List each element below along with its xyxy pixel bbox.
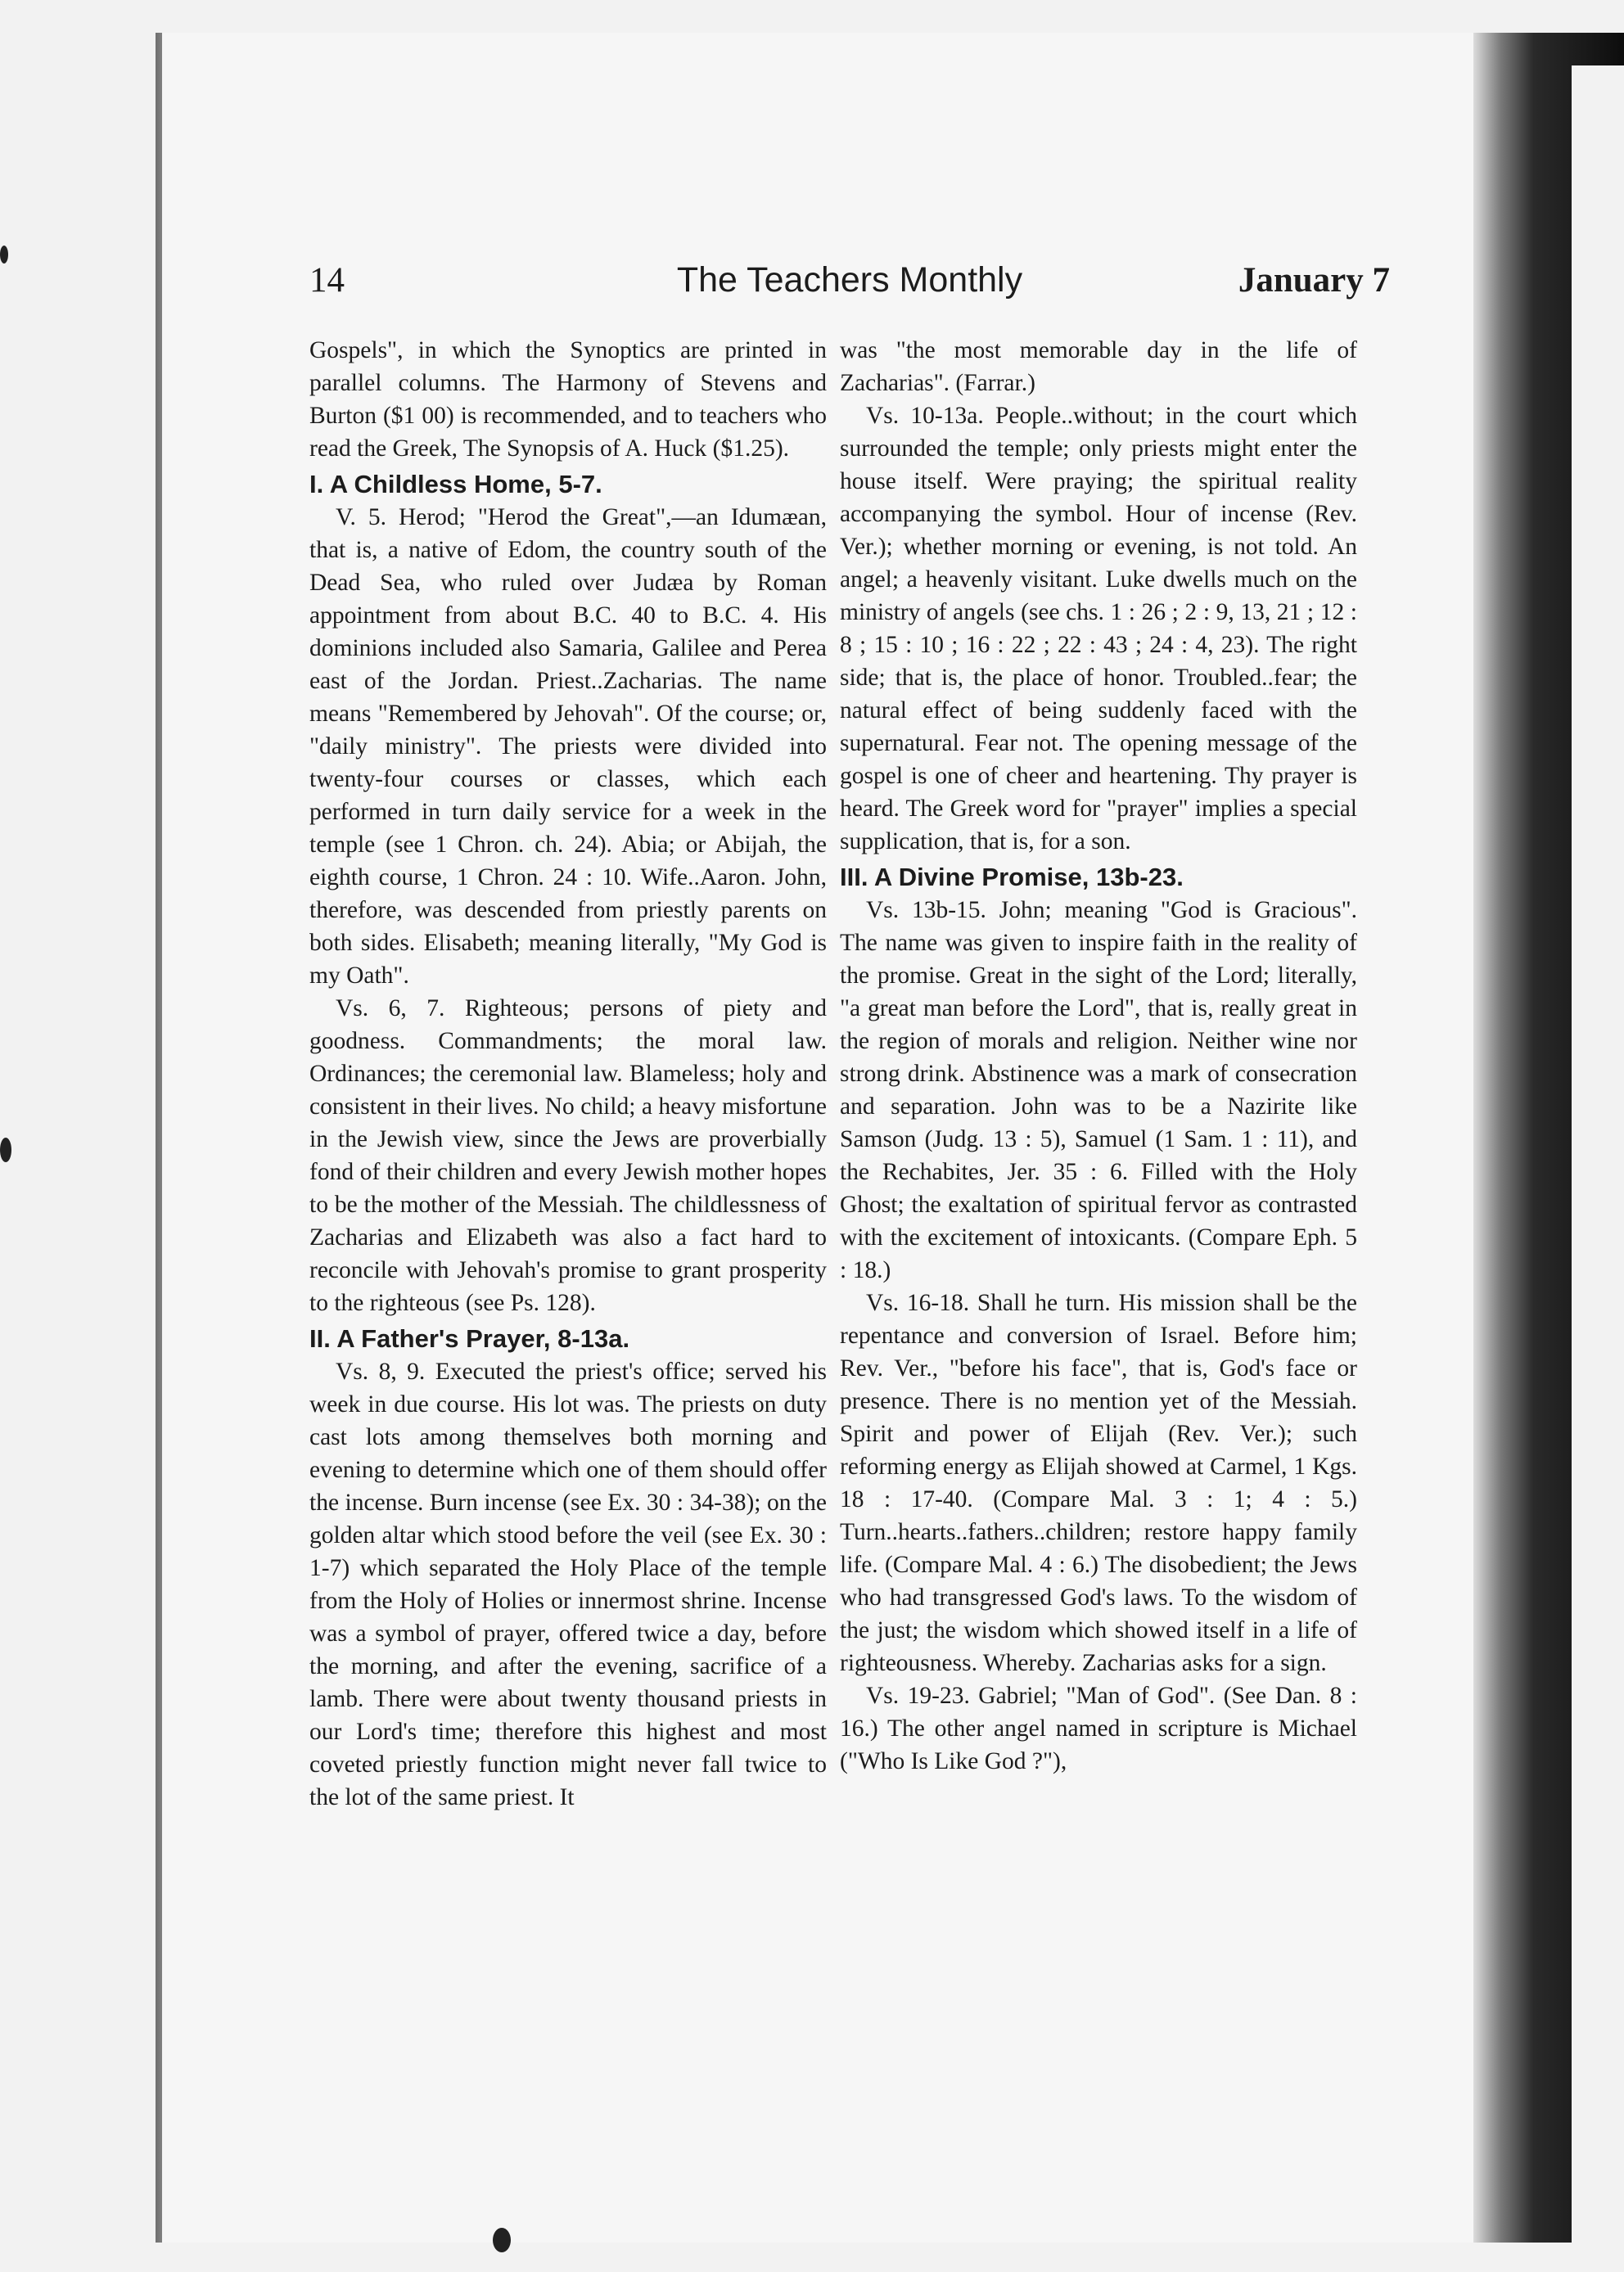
right-column [840, 334, 1357, 1778]
next-page-sliver [1572, 65, 1624, 2243]
page-header [309, 260, 1390, 309]
scan-speck [0, 246, 8, 264]
running-title: The Teachers Monthly [676, 260, 1023, 300]
paragraph: Gospels", in which the Synoptics are printed in parallel columns. The Harmony of Stevens and Burton ($1 00) is recommended, and to teachers who read the Greek, The Synopsis of A. Huck ($1.25). [309, 337, 827, 462]
section-heading: I. A Childless Home, 5-7. [309, 470, 602, 498]
paragraph: Vs. 13b-15. John; meaning "God is Gracious". The name was given to inspire faith in the reality of the promise. Great in the sight of the Lord; literally, "a great man before the Lord", that is, really great in the region of morals and religion. Neither wine nor strong drink. Abstinence was a mark of consecration and separation. John was to be a Nazirite like Samson (Judg. 13 : 5), Samuel (1 Sam. 1 : 11), and the Rechabites, Jer. 35 : 6. Filled with the Holy Ghost; the exaltation of spiritual fervor as contrasted with the excitement of intoxicants. (Compare Eph. 5 : 18.) [840, 897, 1357, 1283]
right-page-edge [1473, 33, 1624, 2243]
paragraph: Vs. 6, 7. Righteous; persons of piety and goodness. Commandments; the moral law. Ordinances; the ceremonial law. Blameless; holy and consistent in their lives. No child; a heavy misfortune in the Jewish view, since the Jews are proverbially fond of their children and every Jewish mother hopes to be the mother of the Messiah. The childlessness of Zacharias and Elizabeth was also a fact hard to reconcile with Jehovah's promise to grant prosperity to the righteous (see Ps. 128). [309, 995, 827, 1316]
section-heading: II. A Father's Prayer, 8-13a. [309, 1324, 630, 1353]
paragraph: was "the most memorable day in the life of Zacharias". (Farrar.) [840, 337, 1357, 396]
paragraph: Vs. 19-23. Gabriel; "Man of God". (See Dan. 8 : 16.) The other angel named in scripture is Michael ("Who Is Like God ?"), [840, 1683, 1357, 1774]
scan-speck [0, 1138, 11, 1162]
scan-speck [493, 2228, 511, 2252]
paragraph: V. 5. Herod; "Herod the Great",—an Idumæan, that is, a native of Edom, the country south of the Dead Sea, who ruled over Judæa by Roman appointment from about B.C. 40 to B.C. 4. His dominions included also Samaria, Galilee and Perea east of the Jordan. Priest..Zacharias. The name means "Remembered by Jehovah". Of the course; or, "daily ministry". The priests were divided into twenty-four courses or classes, which each performed in turn daily service for a week in the temple (see 1 Chron. ch. 24). Abia; or Abijah, the eighth course, 1 Chron. 24 : 10. Wife..Aaron. John, therefore, was descended from priestly parents on both sides. Elisabeth; meaning literally, "My God is my Oath". [309, 504, 827, 989]
paragraph: Vs. 10-13a. People..without; in the court which surrounded the temple; only priests might enter the house itself. Were praying; the spiritual reality accompanying the symbol. Hour of incense (Rev. Ver.); whether morning or evening, is not told. An angel; a heavenly visitant. Luke dwells much on the ministry of angels (see chs. 1 : 26 ; 2 : 9, 13, 21 ; 12 : 8 ; 15 : 10 ; 16 : 22 ; 22 : 43 ; 24 : 4, 23). The right side; that is, the place of honor. Troubled..fear; the natural effect of being suddenly faced with the supernatural. Fear not. The opening message of the gospel is one of cheer and heartening. Thy prayer is heard. The Greek word for "prayer" implies a special supplication, that is, for a son. [840, 403, 1357, 854]
header-date: January 7 [1238, 261, 1390, 300]
page-number: 14 [309, 261, 345, 300]
section-heading: III. A Divine Promise, 13b-23. [840, 863, 1184, 891]
left-column [309, 334, 827, 1814]
paragraph: Vs. 16-18. Shall he turn. His mission shall be the repentance and conversion of Israel. Before him; Rev. Ver., "before his face", that is, God's face or presence. There is no mention yet of the Messiah. Spirit and power of Elijah (Rev. Ver.); such reforming energy as Elijah showed at Carmel, 1 Kgs. 18 : 17-40. (Compare Mal. 3 : 1; 4 : 5.) Turn..hearts..fathers..children; restore happy family life. (Compare Mal. 4 : 6.) The disobedient; the Jews who had transgressed God's laws. To the wisdom of the just; the wisdom which showed itself in a life of righteousness. Whereby. Zacharias asks for a sign. [840, 1290, 1357, 1676]
paragraph: Vs. 8, 9. Executed the priest's office; served his week in due course. His lot was. The priests on duty cast lots among themselves both morning and evening to determine which one of them should offer the incense. Burn incense (see Ex. 30 : 34-38); on the golden altar which stood before the veil (see Ex. 30 : 1-7) which separated the Holy Place of the temple from the Holy of Holies or innermost shrine. Incense was a symbol of prayer, offered twice a day, before the morning, and after the evening, sacrifice of a lamb. There were about twenty thousand priests in our Lord's time; therefore this highest and most coveted priestly function might never fall twice to the lot of the same priest. It [309, 1359, 827, 1810]
